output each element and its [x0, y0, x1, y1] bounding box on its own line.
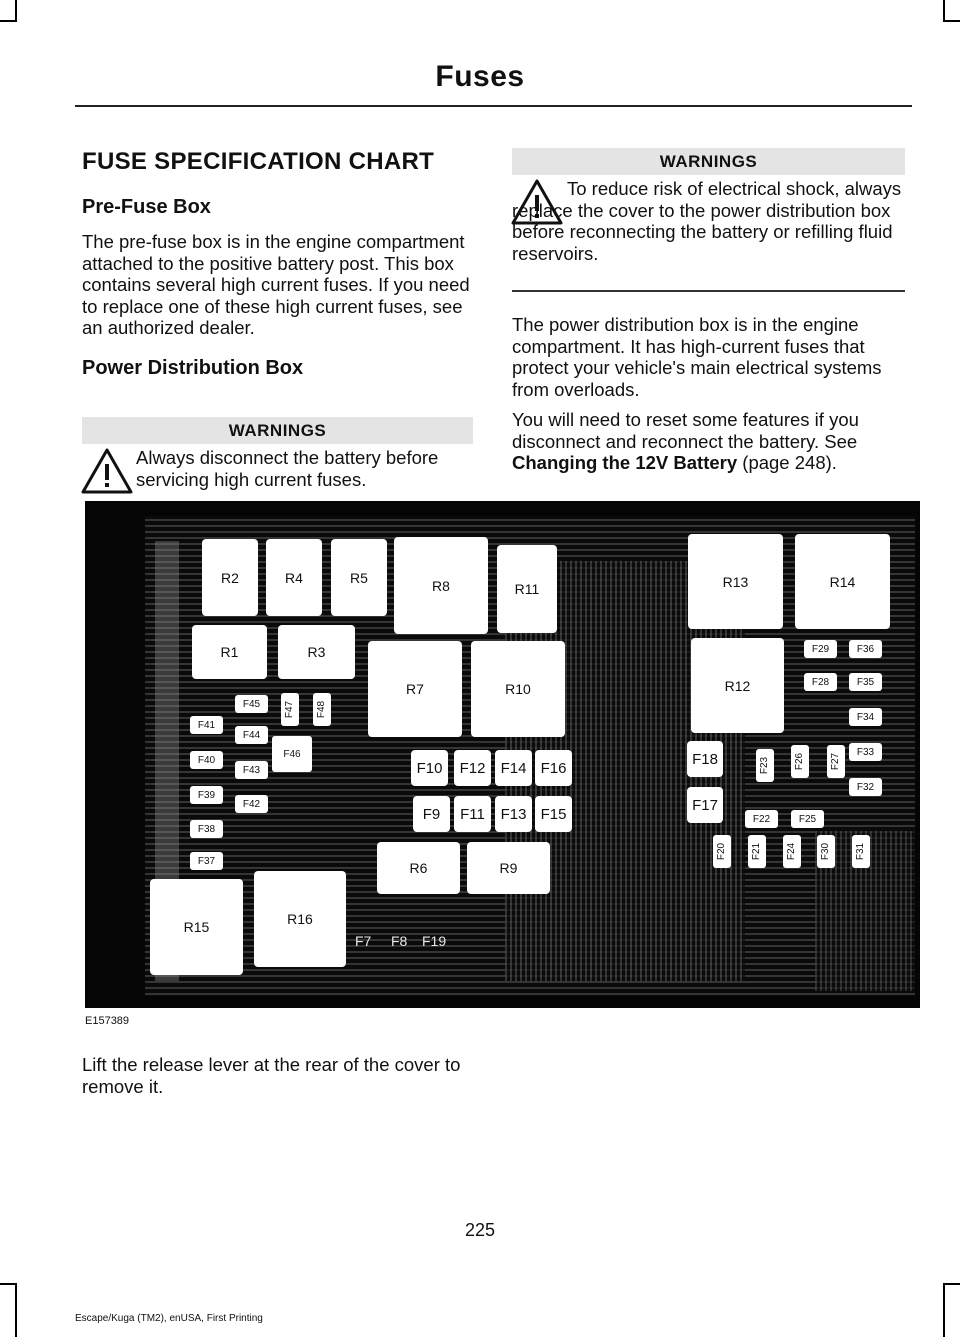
warning-divider	[512, 290, 905, 292]
fuse-f30: F30	[817, 835, 835, 868]
fuse-f28: F28	[804, 673, 837, 691]
fuse-f10: F10	[411, 750, 448, 786]
pdb-heading: Power Distribution Box	[82, 356, 304, 379]
crop-mark	[943, 1283, 960, 1285]
relay-r6: R6	[377, 842, 460, 894]
fuse-f9: F9	[413, 796, 450, 832]
relay-r9: R9	[467, 842, 550, 894]
fuse-box-diagram	[85, 501, 920, 1008]
fuse-f7-label: F7	[355, 933, 372, 949]
fuse-f47: F47	[281, 693, 299, 726]
fuse-f43: F43	[235, 761, 268, 779]
fuse-f42: F42	[235, 795, 268, 813]
fuse-f13: F13	[495, 796, 532, 832]
relay-r4: R4	[266, 539, 322, 616]
battery-link[interactable]: Changing the 12V Battery	[512, 452, 738, 473]
relay-r10: R10	[471, 641, 565, 737]
fuse-f39: F39	[190, 786, 223, 804]
page-number: 225	[464, 1220, 496, 1240]
fuse-f21: F21	[748, 835, 766, 868]
fuse-f11: F11	[454, 796, 491, 832]
prefuse-heading: Pre-Fuse Box	[82, 196, 211, 218]
left-column	[82, 148, 474, 380]
figure-code: E157389	[85, 1015, 130, 1027]
crop-mark	[943, 20, 960, 22]
fuse-f45: F45	[235, 695, 268, 713]
relay-r2: R2	[202, 539, 258, 616]
relay-r12: R12	[691, 638, 784, 733]
header-divider	[75, 105, 912, 107]
fuse-f20: F20	[713, 835, 731, 868]
relay-r11: R11	[497, 545, 557, 633]
fuse-f17: F17	[687, 787, 723, 823]
cover-instructions: Lift the release lever at the rear of the cover to remove it.	[82, 1054, 461, 1097]
fuse-f8-label: F8	[391, 933, 408, 949]
warnings-header: WARNINGS	[82, 417, 473, 444]
fuse-f36: F36	[849, 640, 882, 658]
pdb-description: The power distribution box is in the engine compartment. It has high-current fuses that protect your vehicle's main electrical systems from overloads.	[512, 314, 882, 400]
fuse-f44: F44	[235, 726, 268, 744]
fuse-f19-label: F19	[422, 933, 447, 949]
fuse-f14: F14	[495, 750, 532, 786]
relay-r3: R3	[278, 625, 355, 679]
crop-mark	[0, 1283, 17, 1285]
relay-r7: R7	[368, 641, 462, 737]
fuse-f25: F25	[791, 810, 824, 828]
crop-mark	[943, 0, 945, 22]
crop-mark	[15, 1285, 17, 1337]
fuse-f27: F27	[827, 745, 845, 778]
fuse-f37: F37	[190, 852, 223, 870]
footer-text: Escape/Kuga (TM2), enUSA, First Printing	[75, 1313, 263, 1324]
fuse-f26: F26	[791, 745, 809, 778]
fuse-f16: F16	[535, 750, 572, 786]
relay-r16: R16	[254, 871, 346, 967]
fuse-f35: F35	[849, 673, 882, 691]
crop-mark	[943, 1285, 945, 1337]
section-heading: FUSE SPECIFICATION CHART	[82, 148, 435, 175]
fuse-f22: F22	[745, 810, 778, 828]
fuse-f24: F24	[783, 835, 801, 868]
fuse-f15: F15	[535, 796, 572, 832]
fuse-f29: F29	[804, 640, 837, 658]
relay-r15: R15	[150, 879, 243, 975]
relay-r14: R14	[795, 534, 890, 629]
fuse-f18: F18	[687, 741, 723, 777]
crop-mark	[0, 20, 17, 22]
prefuse-text: The pre-fuse box is in the engine compartment attached to the positive battery post. This box contains several high current fuses. If you need to replace one of these high current fuses, see an authorized dealer.	[82, 231, 470, 338]
warning-text-right: To reduce risk of electrical shock, always replace the cover to the power distribution box before reconnecting the battery or refilling fluid reservoirs.	[512, 178, 902, 264]
fuse-f32: F32	[849, 778, 882, 796]
relay-r13: R13	[688, 534, 783, 629]
fuse-f34: F34	[849, 708, 882, 726]
fuse-f33: F33	[849, 743, 882, 761]
fuse-f38: F38	[190, 820, 223, 838]
warning-text: Always disconnect the battery before servicing high current fuses.	[136, 447, 439, 490]
fuse-f46: F46	[272, 736, 312, 772]
relay-r8: R8	[394, 537, 488, 634]
warnings-header-right: WARNINGS	[512, 148, 905, 175]
fuse-f23: F23	[756, 749, 774, 782]
warning-triangle-icon	[80, 447, 134, 495]
page-title: Fuses	[435, 60, 525, 93]
relay-r5: R5	[331, 539, 387, 616]
relay-r1: R1	[192, 625, 267, 679]
fuse-f12: F12	[454, 750, 491, 786]
crop-mark	[15, 0, 17, 22]
fuse-f48: F48	[313, 693, 331, 726]
reset-note: You will need to reset some features if you disconnect and reconnect the battery. See Changing the 12V Battery (page 248).	[512, 409, 859, 473]
fuse-f41: F41	[190, 716, 223, 734]
fuse-f40: F40	[190, 751, 223, 769]
fuse-f31: F31	[852, 835, 870, 868]
